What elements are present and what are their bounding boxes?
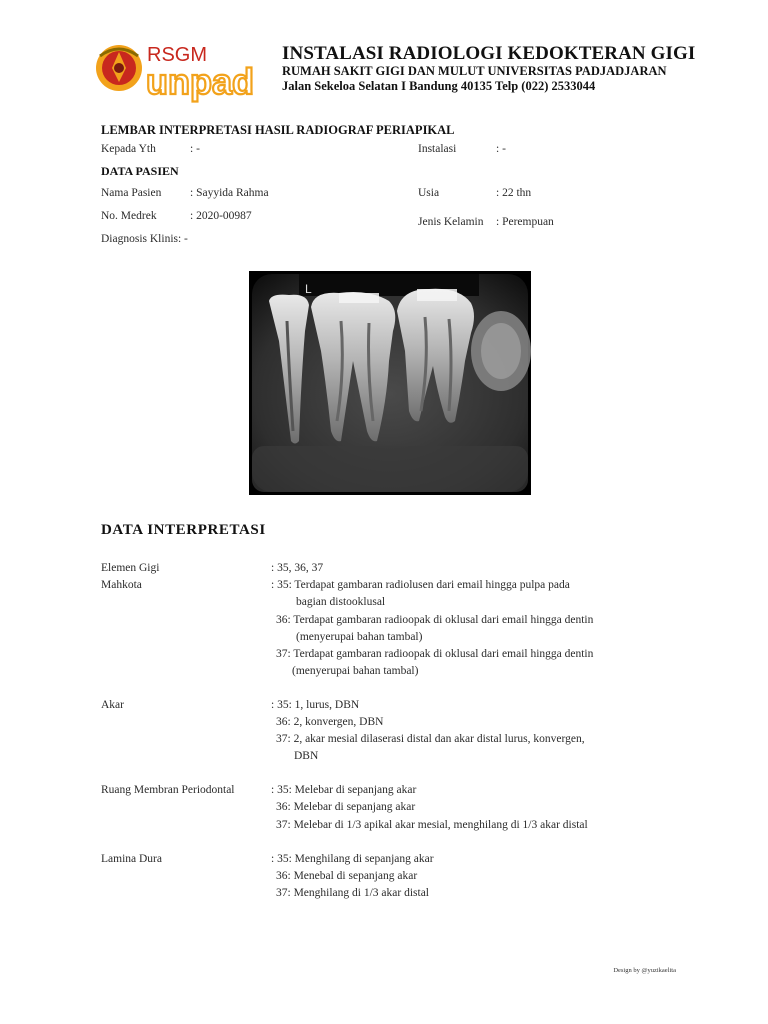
header-title: INSTALASI RADIOLOGI KEDOKTERAN GIGI	[282, 43, 696, 64]
lamina-dura-line: : 35: Menghilang di sepanjang akar	[271, 853, 434, 865]
footer-credit: Design by @yuzikaelita	[613, 967, 676, 974]
lamina-dura-label: Lamina Dura	[101, 853, 162, 865]
ruang-membran-line: : 35: Melebar di sepanjang akar	[271, 784, 417, 796]
mahkota-line: (menyerupai bahan tambal)	[292, 665, 419, 677]
nama-pasien-value: : Sayyida Rahma	[190, 187, 269, 199]
header-subtitle: RUMAH SAKIT GIGI DAN MULUT UNIVERSITAS PADJADJARAN	[282, 64, 667, 78]
usia-label: Usia	[418, 187, 440, 199]
elemen-gigi-value: : 35, 36, 37	[271, 562, 324, 574]
header-address: Jalan Sekeloa Selatan I Bandung 40135 Telp (022) 2533044	[282, 79, 596, 93]
usia-value: : 22 thn	[496, 187, 532, 199]
data-interpretasi-heading: DATA INTERPRETASI	[101, 522, 266, 538]
instalasi-value: : -	[496, 143, 506, 155]
logo-unpad-text: unpad	[146, 61, 254, 102]
nama-pasien-label: Nama Pasien	[101, 187, 162, 199]
akar-line: : 35: 1, lurus, DBN	[271, 699, 360, 711]
akar-line: 37: 2, akar mesial dilaserasi distal dan akar distal lurus, konvergen,	[276, 733, 585, 745]
mahkota-line: 36: Terdapat gambaran radioopak di oklusal dari email hingga dentin	[276, 614, 594, 626]
medrek-label: No. Medrek	[101, 210, 157, 222]
akar-line: DBN	[294, 750, 319, 762]
kepada-value: : -	[190, 143, 200, 155]
jenis-kelamin-value: : Perempuan	[496, 216, 554, 228]
document-title: LEMBAR INTERPRETASI HASIL RADIOGRAF PERIAPIKAL	[101, 123, 455, 137]
logo-rsgm-text: RSGM	[147, 44, 207, 66]
akar-line: 36: 2, konvergen, DBN	[276, 716, 384, 728]
mahkota-line: bagian distooklusal	[296, 596, 386, 608]
ruang-membran-line: 37: Melebar di 1/3 apikal akar mesial, menghilang di 1/3 akar distal	[276, 819, 588, 831]
jenis-kelamin-label: Jenis Kelamin	[418, 216, 484, 228]
akar-label: Akar	[101, 699, 124, 711]
kepada-label: Kepada Yth	[101, 143, 156, 155]
periapical-radiograph-image	[249, 271, 531, 495]
unpad-emblem-icon	[96, 45, 142, 91]
lamina-dura-line: 37: Menghilang di 1/3 akar distal	[276, 887, 429, 899]
mahkota-line: (menyerupai bahan tambal)	[296, 631, 423, 643]
diagnosis-klinis: Diagnosis Klinis: -	[101, 233, 188, 245]
elemen-gigi-label: Elemen Gigi	[101, 562, 160, 574]
xray-side-marker: L	[305, 282, 312, 296]
ruang-membran-line: 36: Melebar di sepanjang akar	[276, 801, 416, 813]
ruang-membran-label: Ruang Membran Periodontal	[101, 784, 235, 796]
data-pasien-heading: DATA PASIEN	[101, 164, 179, 178]
medrek-value: : 2020-00987	[190, 210, 252, 222]
mahkota-label: Mahkota	[101, 579, 142, 591]
instalasi-label: Instalasi	[418, 143, 457, 155]
rsgm-unpad-logo	[94, 38, 270, 108]
lamina-dura-line: 36: Menebal di sepanjang akar	[276, 870, 418, 882]
mahkota-line: 37: Terdapat gambaran radioopak di oklusal dari email hingga dentin	[276, 648, 594, 660]
mahkota-line: : 35: Terdapat gambaran radiolusen dari email hingga pulpa pada	[271, 579, 570, 591]
